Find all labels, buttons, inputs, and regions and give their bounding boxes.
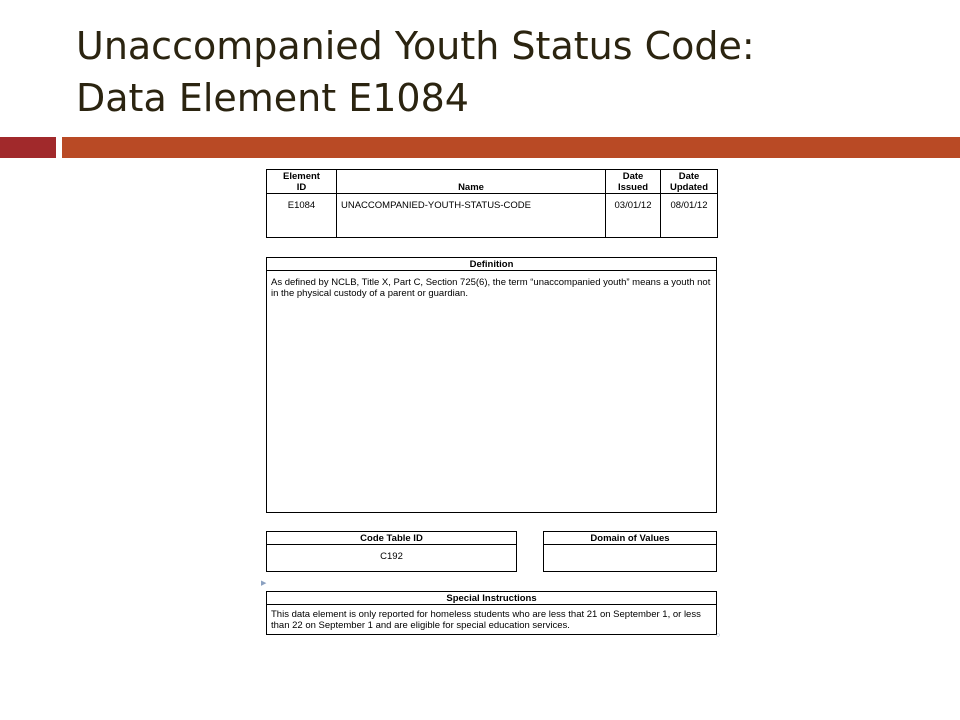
slide-title bbox=[76, 20, 755, 124]
definition-box bbox=[266, 257, 717, 513]
definition-header: Definition bbox=[267, 258, 717, 271]
domain-of-values-value bbox=[544, 545, 717, 572]
slide-title-line2: Data Element E1084 bbox=[76, 76, 469, 120]
special-instructions-text: This data element is only reported for homeless students who are less that 21 on September 1, or less than 22 on September 1 and are eligible for special education services. bbox=[267, 605, 717, 635]
header-date-updated: Date Updated bbox=[661, 170, 718, 194]
slide-title-line1: Unaccompanied Youth Status Code: bbox=[76, 24, 755, 68]
domain-of-values-box bbox=[543, 531, 717, 572]
code-table-value: C192 bbox=[267, 545, 517, 572]
cell-date-updated: 08/01/12 bbox=[661, 194, 718, 238]
code-table-box bbox=[266, 531, 517, 572]
accent-bar-right bbox=[62, 137, 960, 158]
selection-handle-right: ○ bbox=[716, 632, 721, 639]
accent-bar-left bbox=[0, 137, 56, 158]
element-table bbox=[266, 169, 718, 238]
header-name: Name bbox=[337, 170, 606, 194]
definition-text: As defined by NCLB, Title X, Part C, Section 725(6), the term “unaccompanied youth” means a youth not in the physical custody of a parent or guardian. bbox=[267, 271, 717, 513]
header-element-id: Element ID bbox=[267, 170, 337, 194]
header-date-issued: Date Issued bbox=[606, 170, 661, 194]
cell-element-id: E1084 bbox=[267, 194, 337, 238]
cell-date-issued: 03/01/12 bbox=[606, 194, 661, 238]
special-instructions-header: Special Instructions bbox=[267, 592, 717, 605]
code-table-header: Code Table ID bbox=[267, 532, 517, 545]
special-instructions-box bbox=[266, 591, 717, 635]
selection-handle-left: ▶ bbox=[261, 580, 267, 587]
domain-of-values-header: Domain of Values bbox=[544, 532, 717, 545]
cell-name: UNACCOMPANIED-YOUTH-STATUS-CODE bbox=[337, 194, 606, 238]
